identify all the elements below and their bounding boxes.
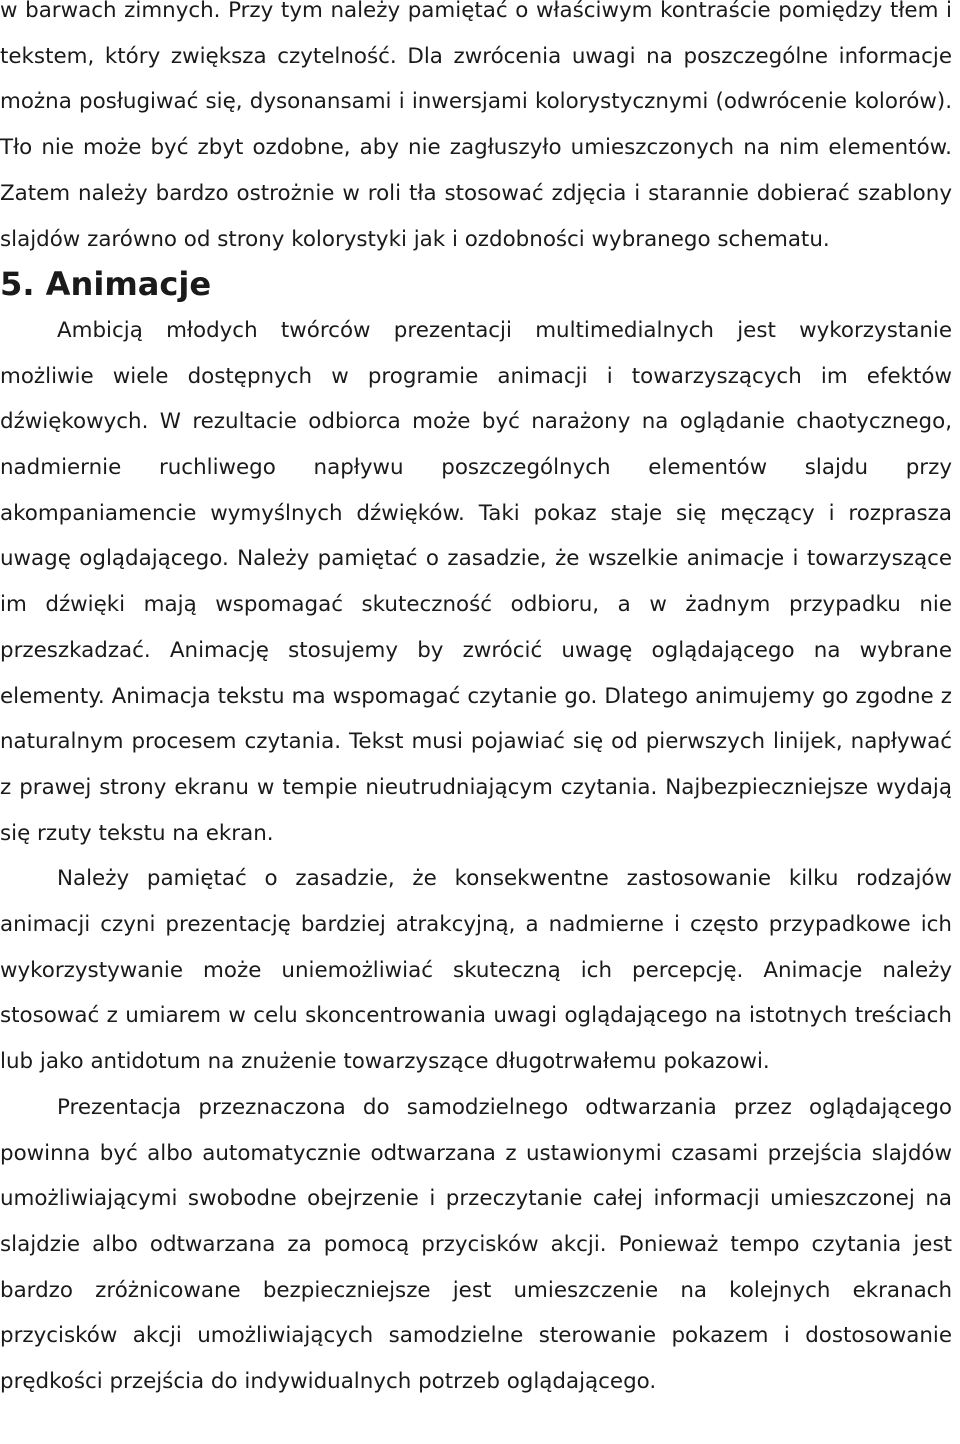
- body-paragraph: w barwach zimnych. Przy tym należy pamiętać o właściwym kontraście pomiędzy tłem i tekstem, który zwiększa czytelność. Dla zwrócenia uwagi na poszczególne informacje można posługiwać się, dysonansami i inwersjami kolorystycznymi (odwrócenie kolorów). Tło nie może być zbyt ozdobne, aby nie zagłuszyło umieszczonych na nim elementów. Zatem należy bardzo ostrożnie w roli tła stosować zdjęcia i starannie dobierać szablony slajdów zarówno od strony kolorystyki jak i ozdobności wybranego schematu.: [0, 0, 952, 252]
- section-heading: 5. Animacje: [0, 265, 212, 304]
- body-paragraph: Prezentacja przeznaczona do samodzielnego odtwarzania przez oglądającego powinna być albo automatycznie odtwarzana z ustawionymi czasami przejścia slajdów umożliwiającymi swobodne obejrzenie i przeczytanie całej informacji umieszczonej na slajdzie albo odtwarzana za pomocą przycisków akcji. Ponieważ tempo czytania jest bardzo zróżnicowane bezpieczniejsze jest umieszczenie na kolejnych ekranach przycisków akcji umożliwiających samodzielne sterowanie pokazem i dostosowanie prędkości przejścia do indywidualnych potrzeb oglądającego.: [0, 1094, 952, 1395]
- body-paragraph: Ambicją młodych twórców prezentacji multimedialnych jest wykorzystanie możliwie wiele dostępnych w programie animacji i towarzyszących im efektów dźwiękowych. W rezultacie odbiorca może być narażony na oglądanie chaotycznego, nadmiernie ruchliwego napływu poszczególnych elementów slajdu przy akompaniamencie wymyślnych dźwięków. Taki pokaz staje się męczący i rozprasza uwagę oglądającego. Należy pamiętać o zasadzie, że wszelkie animacje i towarzyszące im dźwięki mają wspomagać skuteczność odbioru, a w żadnym przypadku nie przeszkadzać. Animację stosujemy by zwrócić uwagę oglądającego na wybrane elementy. Animacja tekstu ma wspomagać czytanie go. Dlatego animujemy go zgodne z naturalnym procesem czytania. Tekst musi pojawiać się od pierwszych linijek, napływać z prawej strony ekranu w tempie nieutrudniającym czytania. Najbezpieczniejsze wydają się rzuty tekstu na ekran.: [0, 317, 952, 846]
- body-paragraph: Należy pamiętać o zasadzie, że konsekwentne zastosowanie kilku rodzajów animacji czyni prezentację bardziej atrakcyjną, a nadmierne i często przypadkowe ich wykorzystywanie może uniemożliwiać skuteczną ich percepcję. Animacje należy stosować z umiarem w celu skoncentrowania uwagi oglądającego na istotnych treściach lub jako antidotum na znużenie towarzyszące długotrwałemu pokazowi.: [0, 866, 952, 1075]
